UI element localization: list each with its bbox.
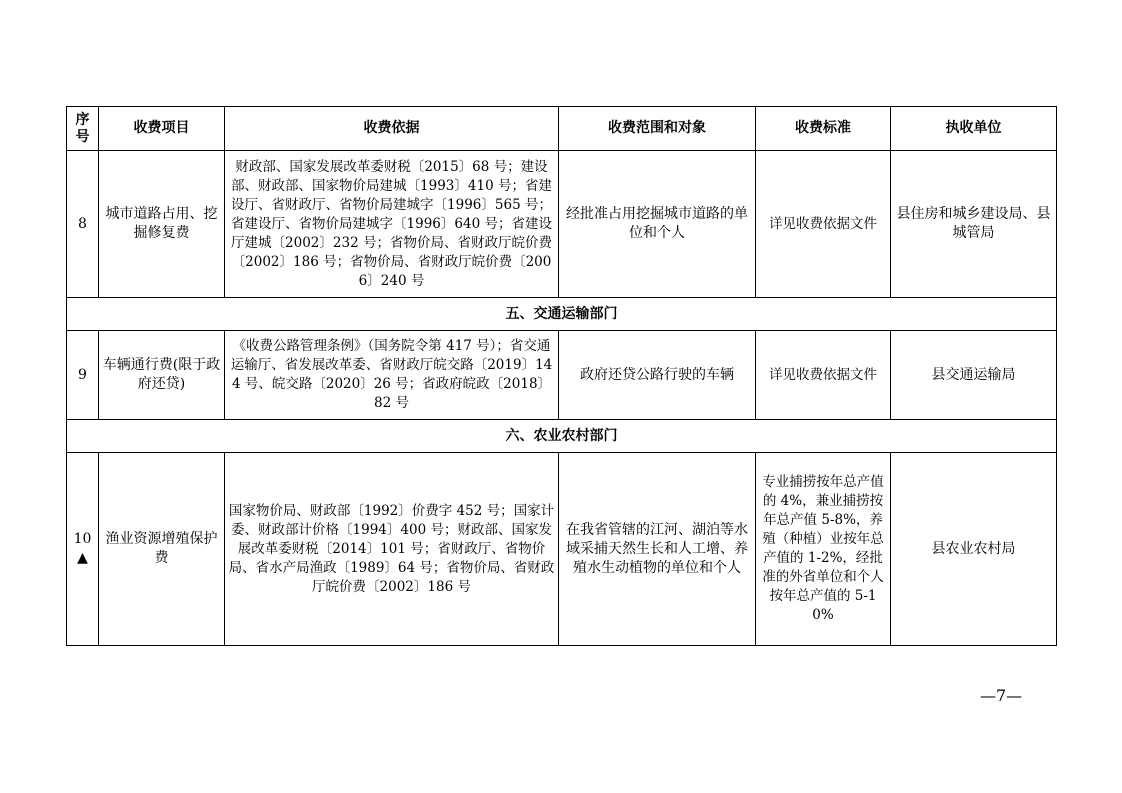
cell-basis: 国家物价局、财政部〔1992〕价费字 452 号；国家计委、财政部计价格〔1994〕400 号；财政部、国家发展改革委财税〔2014〕101 号；省财政厅、省物价局、省水产局渔政〔1989〕64 号；省物价局、省财政厅皖价费〔2002〕186 号: [225, 453, 559, 646]
cell-seq: 9: [67, 331, 99, 420]
cell-standard: 专业捕捞按年总产值的 4%，兼业捕捞按年总产值 5-8%，养殖（种植）业按年总产值的 1-2%，经批准的外省单位和个人按年总产值的 5-10%: [756, 453, 891, 646]
table-row: [67, 331, 1057, 420]
header-seq-line1: 序: [75, 111, 90, 128]
header-scope: 收费范围和对象: [559, 107, 756, 151]
section-row: [67, 420, 1057, 453]
cell-scope: 政府还贷公路行驶的车辆: [559, 331, 756, 420]
header-basis: 收费依据: [225, 107, 559, 151]
cell-seq: [67, 453, 99, 646]
cell-scope: 经批准占用挖掘城市道路的单位和个人: [559, 151, 756, 298]
section-row: [67, 298, 1057, 331]
section-title-agriculture: 六、农业农村部门: [67, 420, 1057, 453]
cell-item: 渔业资源增殖保护费: [99, 453, 225, 646]
fee-table: [66, 106, 1057, 646]
cell-unit: 县农业农村局: [891, 453, 1057, 646]
cell-basis: 《收费公路管理条例》（国务院令第 417 号）；省交通运输厅、省发展改革委、省财政厅皖交路〔2019〕144 号、皖交路〔2020〕26 号；省政府皖政〔2018〕82 号: [225, 331, 559, 420]
table-row: [67, 151, 1057, 298]
cell-unit: 县交通运输局: [891, 331, 1057, 420]
cell-item: 车辆通行费(限于政府还贷): [99, 331, 225, 420]
header-item: 收费项目: [99, 107, 225, 151]
table-row: [67, 453, 1057, 646]
cell-seq: 8: [67, 151, 99, 298]
seq-number: 10: [73, 531, 92, 547]
header-seq-line2: 号: [75, 128, 90, 145]
cell-standard: 详见收费依据文件: [756, 151, 891, 298]
cell-item: 城市道路占用、挖掘修复费: [99, 151, 225, 298]
cell-standard: 详见收费依据文件: [756, 331, 891, 420]
header-seq: [67, 107, 99, 151]
header-unit: 执收单位: [891, 107, 1057, 151]
cell-unit: 县住房和城乡建设局、县城管局: [891, 151, 1057, 298]
triangle-marker-icon: ▲: [77, 550, 88, 566]
page-number: —7—: [980, 686, 1023, 705]
cell-basis: 财政部、国家发展改革委财税〔2015〕68 号；建设部、财政部、国家物价局建城〔1993〕410 号；省建设厅、省财政厅、省物价局建城字〔1996〕565 号；省建设厅、省物价局建城字〔1996〕640 号；省建设厅建城〔2002〕232 号；省物价局、省财政厅皖价费〔2002〕186 号；省物价局、省财政厅皖价费〔2006〕240 号: [225, 151, 559, 298]
header-standard: 收费标准: [756, 107, 891, 151]
cell-scope: 在我省管辖的江河、湖泊等水域采捕天然生长和人工增、养殖水生动植物的单位和个人: [559, 453, 756, 646]
table-header-row: [67, 107, 1057, 151]
section-title-transport: 五、交通运输部门: [67, 298, 1057, 331]
